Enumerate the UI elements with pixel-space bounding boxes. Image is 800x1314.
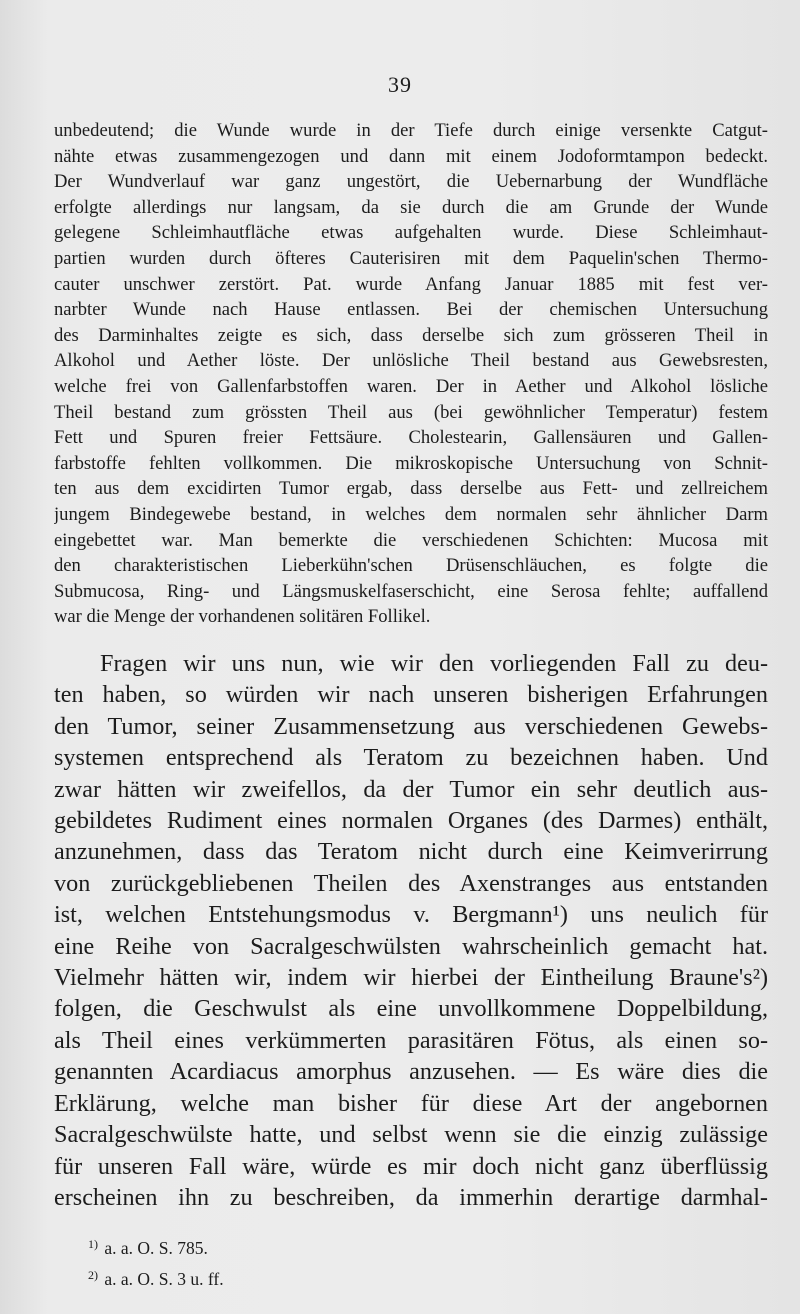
text-line: gelegene Schleimhautfläche etwas aufgehalten wurde. Diese Schleimhaut- bbox=[54, 222, 768, 244]
case-report-paragraph bbox=[54, 118, 768, 630]
text-line: farbstoffe fehlten vollkommen. Die mikroskopische Untersuchung von Schnit- bbox=[54, 452, 768, 474]
footnotes bbox=[88, 1231, 224, 1293]
text-line: gebildetes Rudiment eines normalen Organes (des Darmes) enthält, bbox=[54, 807, 768, 835]
text-line: eingebettet war. Man bemerkte die verschiedenen Schichten: Mucosa mit bbox=[54, 529, 768, 551]
text-line: nähte etwas zusammengezogen und dann mit einem Jodoformtampon bedeckt. bbox=[54, 145, 768, 167]
text-line: Fett und Spuren freier Fettsäure. Cholestearin, Gallensäuren und Gallen- bbox=[54, 427, 768, 449]
text-line: Der Wundverlauf war ganz ungestört, die Uebernarbung der Wundfläche bbox=[54, 171, 768, 193]
text-line: jungem Bindegewebe bestand, in welches dem normalen sehr ähnlicher Darm bbox=[54, 503, 768, 525]
text-line: war die Menge der vorhandenen solitären Follikel. bbox=[54, 606, 431, 628]
footnote bbox=[88, 1262, 224, 1293]
text-line: systemen entsprechend als Teratom zu bezeichnen haben. Und bbox=[54, 744, 768, 772]
text-line: erscheinen ihn zu beschreiben, da immerhin derartige darmhal- bbox=[54, 1183, 768, 1211]
text-line: Theil bestand zum grössten Theil aus (bei gewöhnlicher Temperatur) festem bbox=[54, 401, 768, 423]
footnote-mark: 2) bbox=[88, 1268, 98, 1282]
page-number: 39 bbox=[388, 72, 412, 97]
text-line: zwar hätten wir zweifellos, da der Tumor ein sehr deutlich aus- bbox=[54, 775, 768, 803]
text-line: unbedeutend; die Wunde wurde in der Tiefe durch einige versenkte Catgut- bbox=[54, 120, 768, 141]
text-line: anzunehmen, dass das Teratom nicht durch eine Keimverirrung bbox=[54, 838, 768, 866]
text-line: eine Reihe von Sacralgeschwülsten wahrscheinlich gemacht hat. bbox=[54, 932, 768, 960]
text-line: Submucosa, Ring- und Längsmuskelfaserschicht, eine Serosa fehlte; auffallend bbox=[54, 580, 768, 602]
text-line: Alkohol und Aether löste. Der unlösliche Theil bestand aus Gewebsresten, bbox=[54, 350, 768, 372]
text-line: ten haben, so würden wir nach unseren bisherigen Erfahrungen bbox=[54, 681, 768, 709]
text-line: ist, welchen Entstehungsmodus v. Bergmann¹) uns neulich für bbox=[54, 901, 768, 929]
text-line: den Tumor, seiner Zusammensetzung aus verschiedenen Gewebs- bbox=[54, 712, 768, 740]
text-line: folgen, die Geschwulst als eine unvollkommene Doppelbildung, bbox=[54, 995, 768, 1023]
text-line: den charakteristischen Lieberkühn'schen Drüsenschläuchen, es folgte die bbox=[54, 555, 768, 577]
text-line: des Darminhaltes zeigte es sich, dass derselbe sich zum grösseren Theil in bbox=[54, 324, 768, 346]
text-line: Fragen wir uns nun, wie wir den vorliegenden Fall zu deu- bbox=[100, 650, 768, 677]
text-line: narbter Wunde nach Hause entlassen. Bei der chemischen Untersuchung bbox=[54, 299, 768, 321]
footnote-text: a. a. O. S. 785. bbox=[104, 1238, 208, 1258]
text-line: ten aus dem excidirten Tumor ergab, dass derselbe aus Fett- und zellreichem bbox=[54, 478, 768, 500]
discussion-paragraph bbox=[54, 648, 768, 1213]
text-line: für unseren Fall wäre, würde es mir doch nicht ganz überflüssig bbox=[54, 1152, 768, 1180]
text-line: welche frei von Gallenfarbstoffen waren. Der in Aether und Alkohol lösliche bbox=[54, 375, 768, 397]
text-line: partien wurden durch öfteres Cauterisiren mit dem Paquelin'schen Thermo- bbox=[54, 247, 768, 269]
text-line: cauter unschwer zerstört. Pat. wurde Anfang Januar 1885 mit fest ver- bbox=[54, 273, 768, 295]
text-line: von zurückgebliebenen Theilen des Axenstranges aus entstanden bbox=[54, 869, 768, 897]
footnote-text: a. a. O. S. 3 u. ff. bbox=[104, 1269, 224, 1289]
text-line: erfolgte allerdings nur langsam, da sie durch die am Grunde der Wunde bbox=[54, 196, 768, 218]
text-line: genannten Acardiacus amorphus anzusehen. — Es wäre dies die bbox=[54, 1058, 768, 1086]
text-line: als Theil eines verkümmerten parasitären Fötus, als einen so- bbox=[54, 1026, 768, 1054]
footnote-mark: 1) bbox=[88, 1237, 98, 1251]
text-line: Vielmehr hätten wir, indem wir hierbei der Eintheilung Braune's²) bbox=[54, 964, 768, 992]
footnote bbox=[88, 1231, 224, 1262]
text-line: Sacralgeschwülste hatte, und selbst wenn sie die einzig zulässige bbox=[54, 1121, 768, 1149]
text-line: Erklärung, welche man bisher für diese Art der angebornen bbox=[54, 1089, 768, 1117]
